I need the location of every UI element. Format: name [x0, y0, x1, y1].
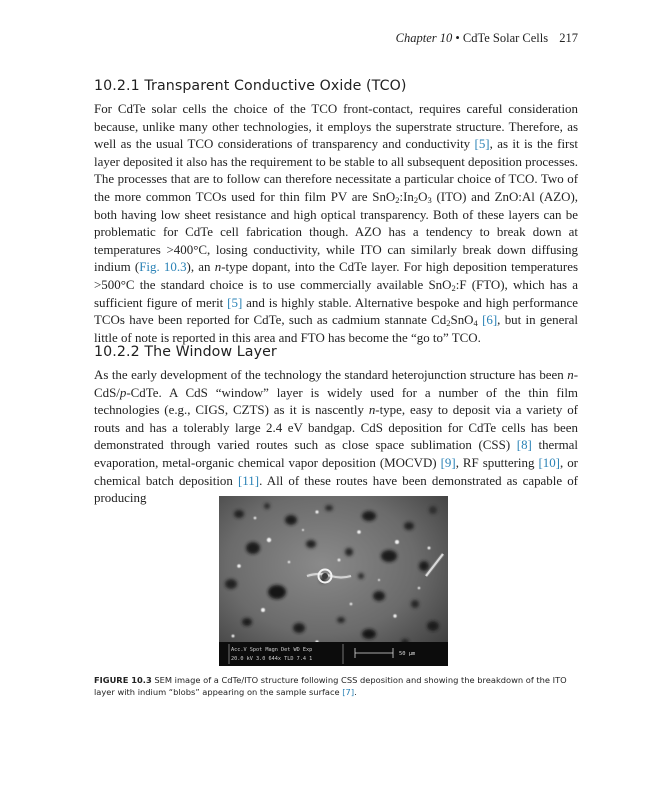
chapter-label: Chapter 10 — [395, 31, 453, 45]
citation-link[interactable]: [11] — [238, 472, 260, 488]
section-heading-tco: 10.2.1 Transparent Conductive Oxide (TCO) — [94, 78, 407, 94]
figure-caption: FIGURE 10.3 SEM image of a CdTe/ITO structure following CSS deposition and showing the breakdown of the ITO layer with indium “blobs” appearing on the sample surface [7]. — [94, 675, 567, 698]
citation-link[interactable]: [10] — [538, 454, 560, 470]
citation-link[interactable]: [8] — [516, 437, 532, 453]
citation-link[interactable]: [5] — [227, 294, 243, 310]
figure-link[interactable]: Fig. 10.3 — [139, 259, 187, 275]
paragraph-window: As the early development of the technology the standard heterojunction structure has been n-CdS/p-CdTe. A CdS “window” layer is widely used for a number of the thin film technologies (e.g., CIGS, CZTS) as it is nascently n-type, easy to deposit via a variety of routs and has a tolerably large 2.4 eV bandgap. CdS deposition for CdTe cells has been demonstrated through varied routes such as close space sublimation (CSS) [8] thermal evaporation, metal-organic chemical vapor deposition (MOCVD) [9], RF sputtering [10], or chemical batch deposition [11]. All of these routes have been demonstrated as capable of producing — [94, 367, 579, 506]
citation-link[interactable]: [6] — [482, 312, 498, 328]
chapter-title: CdTe Solar Cells — [462, 31, 549, 45]
paragraph-tco: For CdTe solar cells the choice of the TCO front-contact, requires careful consideration because, unlike many other technologies, it employs the superstrate structure. Therefore, as well as the usual TCO considerations of transparency and conductivity [5], as it is the first layer deposited it also has the requirement to be stable to all subsequent deposition processes. The processes that are to follow can therefore necessitate a particular choice of TCO. Two of the more common TCOs used for thin film PV are $SnO_2:In_2O_3$ (ITO) and ZnO:Al (AZO), both having low sheet resistance and high optical transparency. Both of these layers can be problematic for CdTe cell fabrication though. AZO has a tendency to break down at temperatures >400°C, losing conductivity, while ITO can similarly break down diffusing indium (Fig. 10.3), an n-type dopant, into the CdTe layer. For high deposition temperatures >500°C the standard choice is to use commercially available SnO$_2$:F (FTO), which has a sufficient figure of merit [5] and is highly stable. Alternative bespoke and high performance TCOs have been reported for CdTe, such as cadmium stannate $Cd_2SnO_4$ [6], but in general little of note is reported in this area and FTO has become the “go to” TCO. — [94, 101, 579, 345]
scale-bar-label: 50 μm — [399, 651, 416, 657]
citation-link[interactable]: [7] — [342, 687, 355, 698]
sem-info-bar — [219, 642, 448, 666]
citation-link[interactable]: [9] — [440, 454, 456, 470]
section-heading-window: 10.2.2 The Window Layer — [94, 344, 277, 360]
sem-params-header: Acc.V Spot Magn Det WD Exp — [231, 647, 313, 653]
sem-image — [219, 496, 448, 666]
page-number: 217 — [559, 31, 578, 45]
sem-micrograph — [219, 496, 448, 666]
running-header — [86, 31, 578, 46]
sem-params-values: 20.0 kV 3.0 644x TLD 7.4 1 — [231, 656, 313, 662]
citation-link[interactable]: [5] — [474, 136, 490, 152]
header-separator: • — [455, 31, 460, 45]
caption-label: FIGURE 10.3 — [94, 675, 152, 685]
